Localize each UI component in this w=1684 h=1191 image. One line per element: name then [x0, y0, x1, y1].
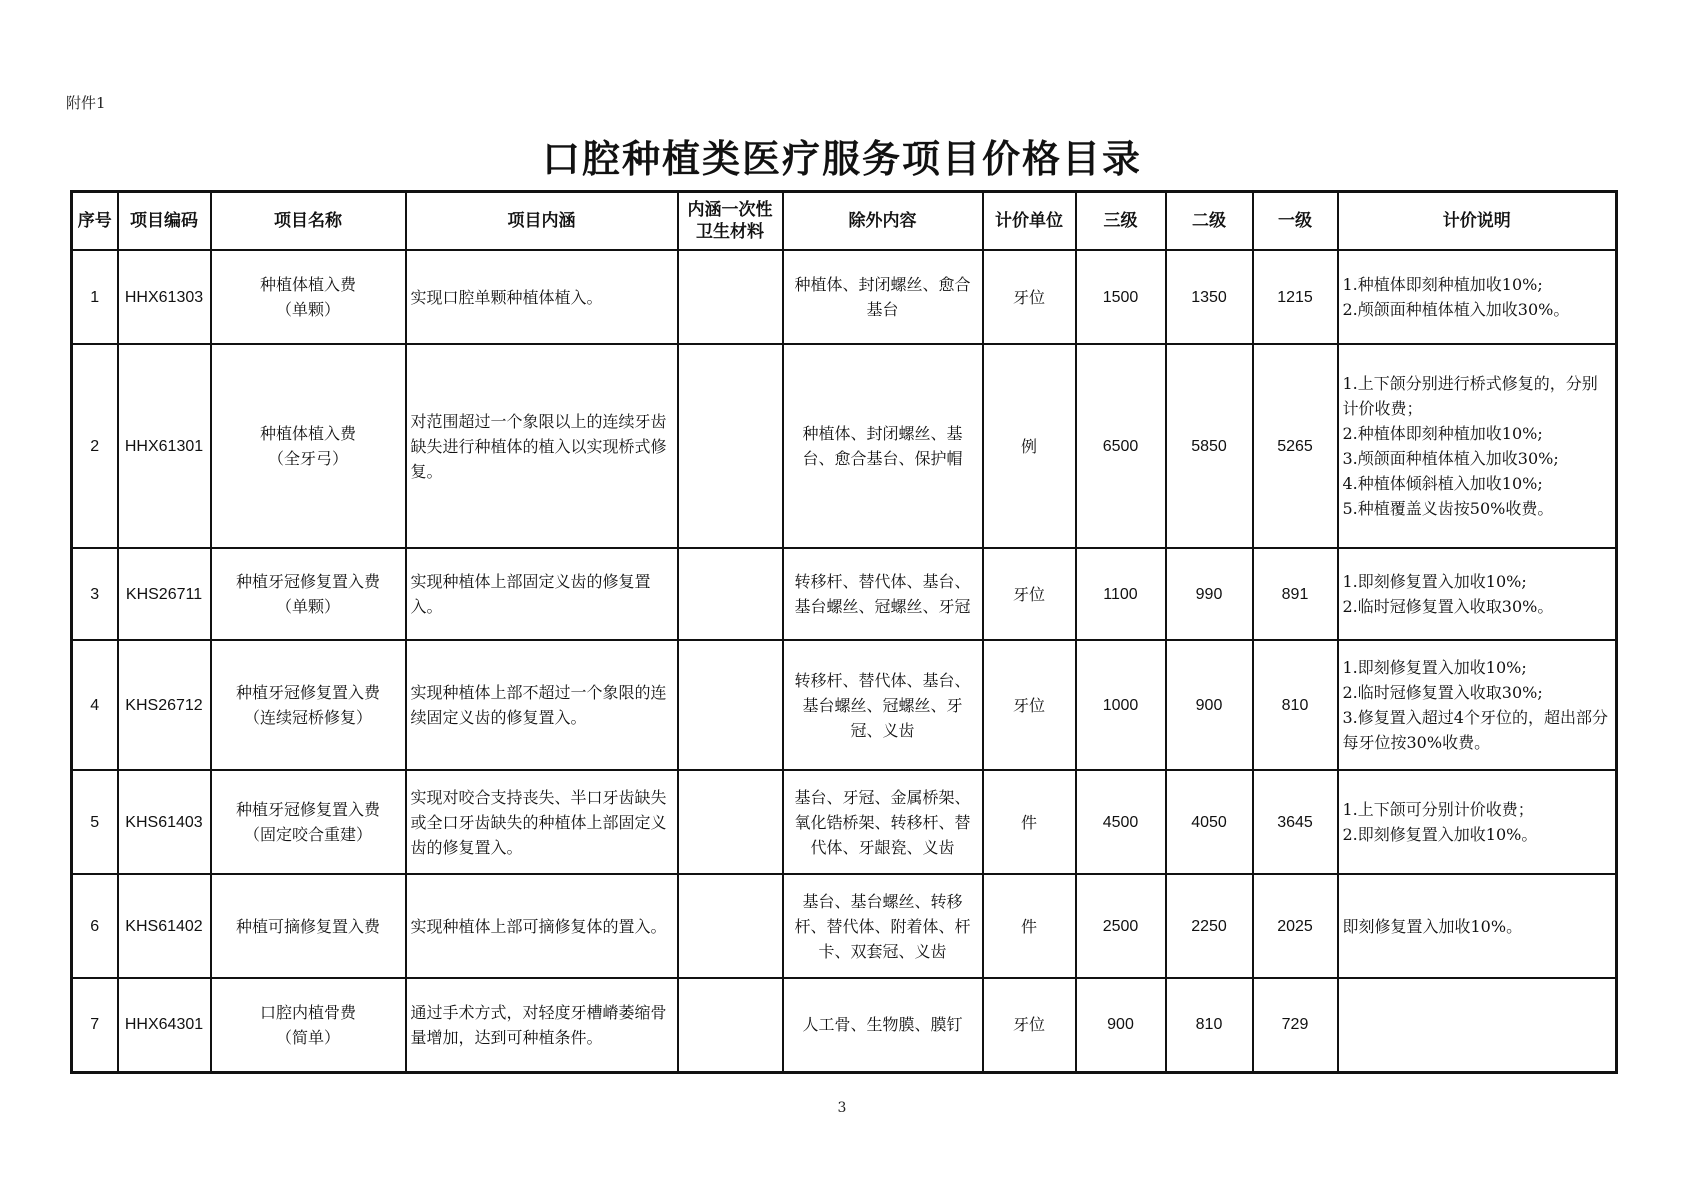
item-name-line: 口腔内植骨费	[259, 1002, 356, 1022]
note-line: 2.临时冠修复置入收取30%。	[1342, 597, 1554, 616]
item-name	[211, 978, 406, 1072]
price-level3: 2500	[1076, 874, 1166, 978]
item-excluded: 转移杆、替代体、基台、基台螺丝、冠螺丝、牙冠、义齿	[783, 640, 983, 770]
item-unit: 牙位	[983, 978, 1076, 1072]
item-materials	[678, 978, 783, 1072]
price-level2: 900	[1166, 640, 1253, 770]
price-level1: 810	[1253, 640, 1338, 770]
item-materials	[678, 344, 783, 548]
note-line: 5.种植覆盖义齿按50%收费。	[1342, 499, 1554, 518]
header-cell: 项目内涵	[406, 192, 678, 251]
item-name	[211, 250, 406, 344]
item-unit: 牙位	[983, 640, 1076, 770]
item-code: HHX61301	[118, 344, 211, 548]
item-unit: 件	[983, 874, 1076, 978]
note-line: 2.颅颌面种植体植入加收30%。	[1342, 300, 1570, 319]
page-number: 3	[837, 1100, 847, 1116]
table-header-row	[72, 192, 1617, 251]
item-materials	[678, 548, 783, 640]
pricing-notes	[1338, 770, 1617, 874]
price-level3: 900	[1076, 978, 1166, 1072]
item-code: HHX61303	[118, 250, 211, 344]
note-line: 1.上下颌分别进行桥式修复的，分别计价收费；	[1342, 374, 1598, 418]
item-content: 通过手术方式，对轻度牙槽嵴萎缩骨量增加，达到可种植条件。	[406, 978, 678, 1072]
price-table	[70, 190, 1618, 1074]
note-line: 2.临时冠修复置入收取30%;	[1342, 683, 1543, 702]
item-name	[211, 344, 406, 548]
header-cell: 项目名称	[211, 192, 406, 251]
item-excluded: 种植体、封闭螺丝、基台、愈合基台、保护帽	[783, 344, 983, 548]
header-cell: 一级	[1253, 192, 1338, 251]
row-number: 2	[72, 344, 118, 548]
item-name-line: 种植牙冠修复置入费	[235, 572, 380, 591]
item-unit: 件	[983, 770, 1076, 874]
table-row	[72, 640, 1617, 770]
price-level3: 1000	[1076, 640, 1166, 770]
price-level1: 3645	[1253, 770, 1338, 874]
item-name-line: （全牙弓）	[267, 449, 348, 468]
note-line: 4.种植体倾斜植入加收10%;	[1342, 474, 1543, 493]
row-number: 4	[72, 640, 118, 770]
item-materials	[678, 640, 783, 770]
item-name-line: 种植可摘修复置入费	[235, 916, 380, 936]
item-name-line: 种植牙冠修复置入费	[235, 683, 380, 702]
row-number: 6	[72, 874, 118, 978]
item-materials	[678, 770, 783, 874]
item-name-line: 种植体植入费	[259, 275, 356, 294]
item-excluded: 人工骨、生物膜、膜钉	[783, 978, 983, 1072]
item-excluded: 基台、基台螺丝、转移杆、替代体、附着体、杆卡、双套冠、义齿	[783, 874, 983, 978]
price-level3: 4500	[1076, 770, 1166, 874]
item-name-line: 种植体植入费	[259, 424, 356, 443]
item-code: KHS26711	[118, 548, 211, 640]
item-name-line: （连续冠桥修复）	[243, 708, 372, 727]
price-level1: 2025	[1253, 874, 1338, 978]
note-line: 2.即刻修复置入加收10%。	[1342, 825, 1538, 844]
item-content: 对范围超过一个象限以上的连续牙齿缺失进行种植体的植入以实现桥式修复。	[406, 344, 678, 548]
row-number: 5	[72, 770, 118, 874]
price-level1: 729	[1253, 978, 1338, 1072]
price-level3: 1100	[1076, 548, 1166, 640]
price-level2: 2250	[1166, 874, 1253, 978]
item-content: 实现口腔单颗种植体植入。	[406, 250, 678, 344]
note-line: 1.上下颌可分别计价收费；	[1342, 800, 1534, 819]
note-line: 2.种植体即刻种植加收10%;	[1342, 424, 1543, 443]
header-cell: 计价单位	[983, 192, 1076, 251]
note-line: 即刻修复置入加收10%。	[1342, 916, 1523, 936]
item-materials	[678, 874, 783, 978]
pricing-notes	[1338, 640, 1617, 770]
note-line: 3.修复置入超过4个牙位的，超出部分每牙位按30%收费。	[1342, 708, 1608, 752]
table-row	[72, 344, 1617, 548]
item-name	[211, 874, 406, 978]
item-excluded: 转移杆、替代体、基台、基台螺丝、冠螺丝、牙冠	[783, 548, 983, 640]
row-number: 7	[72, 978, 118, 1072]
pricing-notes	[1338, 874, 1617, 978]
price-level1: 5265	[1253, 344, 1338, 548]
header-cell: 除外内容	[783, 192, 983, 251]
note-line: 1.即刻修复置入加收10%;	[1342, 572, 1527, 591]
header-cell: 二级	[1166, 192, 1253, 251]
item-unit: 例	[983, 344, 1076, 548]
price-level2: 1350	[1166, 250, 1253, 344]
price-level2: 4050	[1166, 770, 1253, 874]
item-excluded: 基台、牙冠、金属桥架、氧化锆桥架、转移杆、替代体、牙龈瓷、义齿	[783, 770, 983, 874]
item-excluded: 种植体、封闭螺丝、愈合基台	[783, 250, 983, 344]
item-name	[211, 640, 406, 770]
header-cell: 计价说明	[1338, 192, 1617, 251]
header-cell: 项目编码	[118, 192, 211, 251]
note-line: 3.颅颌面种植体植入加收30%;	[1342, 449, 1559, 468]
item-name	[211, 548, 406, 640]
item-code: KHS61402	[118, 874, 211, 978]
item-name-line: （单颗）	[275, 597, 340, 616]
price-level2: 5850	[1166, 344, 1253, 548]
item-name-line: （简单）	[275, 1027, 340, 1047]
table-row	[72, 548, 1617, 640]
item-name-line: 种植牙冠修复置入费	[235, 800, 380, 819]
price-level1: 891	[1253, 548, 1338, 640]
item-materials	[678, 250, 783, 344]
header-cell: 序号	[72, 192, 118, 251]
pricing-notes	[1338, 250, 1617, 344]
price-level3: 6500	[1076, 344, 1166, 548]
price-level2: 990	[1166, 548, 1253, 640]
item-name-line: （固定咬合重建）	[243, 825, 372, 844]
row-number: 3	[72, 548, 118, 640]
item-unit: 牙位	[983, 250, 1076, 344]
table-row	[72, 770, 1617, 874]
item-code: KHS61403	[118, 770, 211, 874]
item-code: HHX64301	[118, 978, 211, 1072]
item-unit: 牙位	[983, 548, 1076, 640]
item-content: 实现种植体上部固定义齿的修复置入。	[406, 548, 678, 640]
table-row	[72, 874, 1617, 978]
attachment-label: 附件1	[66, 94, 106, 112]
price-level1: 1215	[1253, 250, 1338, 344]
row-number: 1	[72, 250, 118, 344]
note-line: 1.即刻修复置入加收10%;	[1342, 658, 1527, 677]
price-level2: 810	[1166, 978, 1253, 1072]
table-row	[72, 978, 1617, 1072]
pricing-notes	[1338, 548, 1617, 640]
item-content: 实现种植体上部不超过一个象限的连续固定义齿的修复置入。	[406, 640, 678, 770]
header-cell: 三级	[1076, 192, 1166, 251]
header-cell: 内涵一次性卫生材料	[678, 192, 783, 251]
pricing-notes	[1338, 978, 1617, 1072]
table-row	[72, 250, 1617, 344]
item-name	[211, 770, 406, 874]
price-level3: 1500	[1076, 250, 1166, 344]
item-code: KHS26712	[118, 640, 211, 770]
pricing-notes	[1338, 344, 1617, 548]
item-content: 实现种植体上部可摘修复体的置入。	[406, 874, 678, 978]
item-name-line: （单颗）	[275, 300, 340, 319]
document-title: 口腔种植类医疗服务项目价格目录	[541, 137, 1142, 181]
note-line: 1.种植体即刻种植加收10%;	[1342, 275, 1543, 294]
item-content: 实现对咬合支持丧失、半口牙齿缺失或全口牙齿缺失的种植体上部固定义齿的修复置入。	[406, 770, 678, 874]
